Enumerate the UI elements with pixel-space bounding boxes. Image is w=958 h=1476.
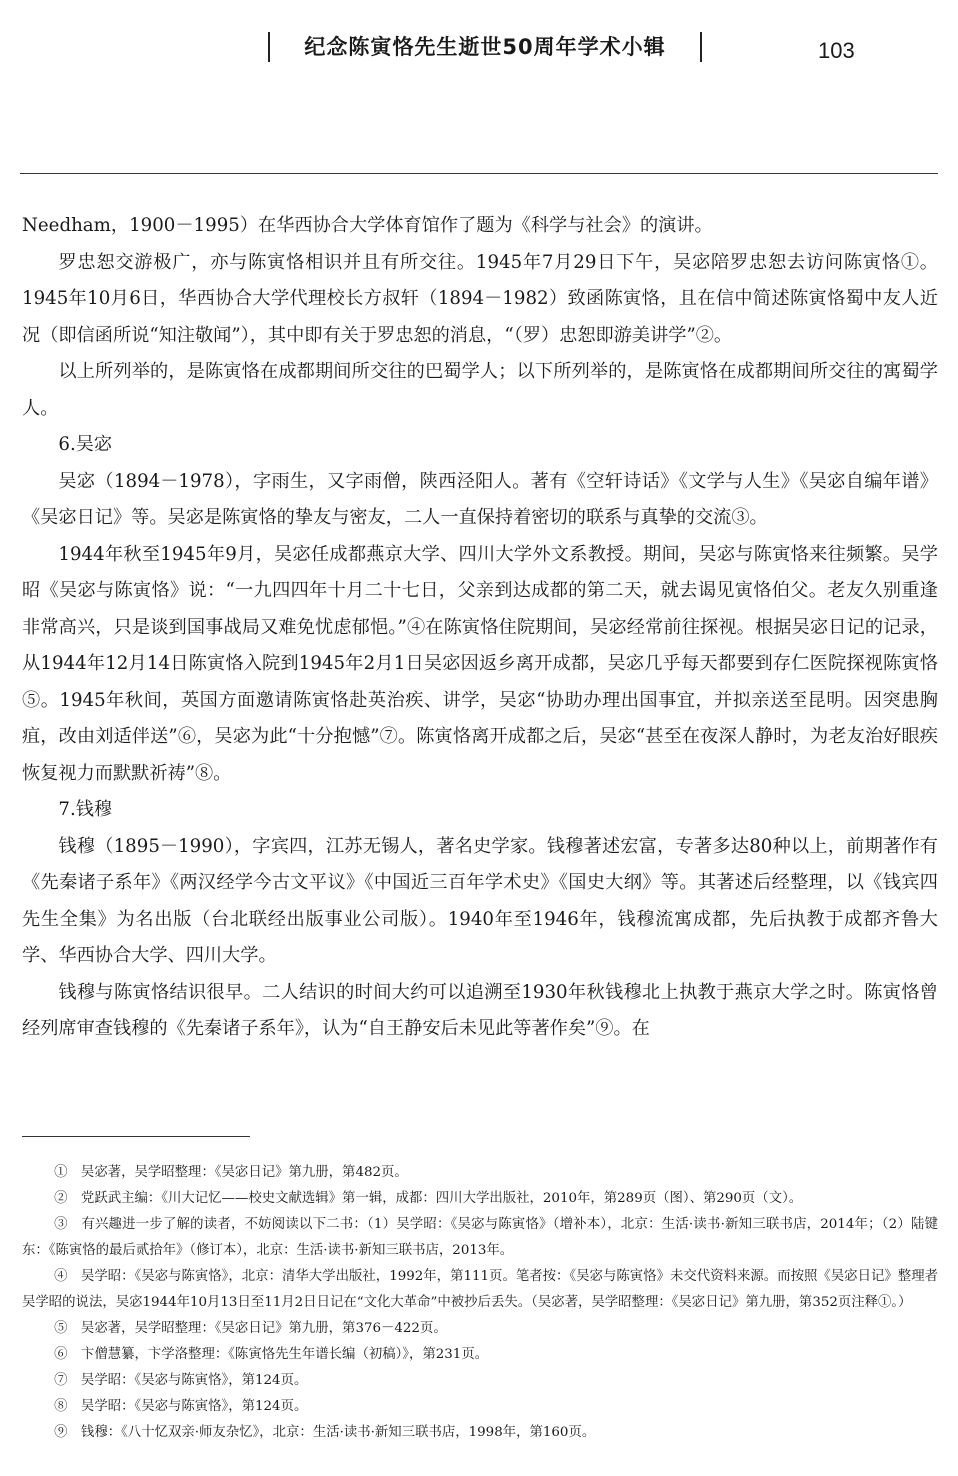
page-number: 103	[818, 38, 855, 63]
footnote: ⑥ 卞僧慧纂，卞学洛整理：《陈寅恪先生年谱长编（初稿）》，第231页。	[54, 1347, 489, 1362]
section-heading: 7.钱穆	[58, 799, 113, 820]
footnotes	[22, 1160, 938, 1446]
footnote-rule	[22, 1136, 250, 1137]
footnote: ⑨ 钱穆：《八十忆双亲·师友杂忆》，北京：生活·读书·新知三联书店，1998年，第160页。	[54, 1425, 596, 1440]
footnote: ① 吴宓著，吴学昭整理：《吴宓日记》第九册，第482页。	[54, 1165, 408, 1180]
paragraph: 罗忠恕交游极广，亦与陈寅恪相识并且有所交往。1945年7月29日下午，吴宓陪罗忠恕去访问陈寅恪①。1945年10月6日，华西协合大学代理校长方叔轩（1894－1982）致函陈寅恪，且在信中简述陈寅恪蜀中友人近况（即信函所说“知注敬闻”），其中即有关于罗忠恕的消息，“（罗）忠恕即游美讲学”②。	[22, 251, 938, 346]
paragraph: 吴宓（1894－1978），字雨生，又字雨僧，陕西泾阳人。著有《空轩诗话》《文学与人生》《吴宓自编年谱》《吴宓日记》等。吴宓是陈寅恪的挚友与密友，二人一直保持着密切的联系与真挚的交流③。	[22, 470, 938, 528]
main-text	[22, 208, 938, 1048]
header-rule	[20, 173, 938, 174]
footnote: ④ 吴学昭：《吴宓与陈寅恪》，北京：清华大学出版社，1992年，第111页。笔者按：《吴宓与陈寅恪》未交代资料来源。而按照《吴宓日记》整理者吴学昭的说法，吴宓1944年10月13日至11月2日日记在“文化大革命”中被抄后丢失。（吴宓著，吴学昭整理：《吴宓日记》第九册，第352页注释①。）	[22, 1269, 938, 1310]
paragraph: 以上所列举的，是陈寅恪在成都期间所交往的巴蜀学人；以下所列举的，是陈寅恪在成都期间所交往的寓蜀学人。	[22, 361, 938, 419]
section-heading: 6.吴宓	[58, 434, 113, 455]
footnote: ③ 有兴趣进一步了解的读者，不妨阅读以下二书：（1）吴学昭：《吴宓与陈寅恪》（增补本），北京：生活·读书·新知三联书店，2014年；（2）陆键东：《陈寅恪的最后贰拾年》（修订本），北京：生活·读书·新知三联书店，2013年。	[22, 1217, 938, 1258]
header-title: 纪念陈寅恪先生逝世50周年学术小辑	[268, 32, 702, 62]
footnote: ⑧ 吴学昭：《吴宓与陈寅恪》，第124页。	[54, 1399, 308, 1414]
paragraph: 钱穆（1895－1990），字宾四，江苏无锡人，著名史学家。钱穆著述宏富，专著多达80种以上，前期著作有《先秦诸子系年》《两汉经学今古文平议》《中国近三百年学术史》《国史大纲》等。其著述后经整理，以《钱宾四先生全集》为名出版（台北联经出版事业公司版）。1940年至1946年，钱穆流寓成都，先后执教于成都齐鲁大学、华西协合大学、四川大学。	[22, 835, 938, 966]
paragraph: 钱穆与陈寅恪结识很早。二人结识的时间大约可以追溯至1930年秋钱穆北上执教于燕京大学之时。陈寅恪曾经列席审查钱穆的《先秦诸子系年》，认为“自王静安后未见此等著作矣”⑨。在	[22, 981, 938, 1039]
footnote: ⑦ 吴学昭：《吴宓与陈寅恪》，第124页。	[54, 1373, 308, 1388]
footnote: ② 党跃武主编：《川大记忆——校史文献选辑》第一辑，成都：四川大学出版社，2010年，第289页（图）、第290页（文）。	[54, 1191, 803, 1206]
running-header	[0, 0, 958, 70]
paragraph: Needham，1900－1995）在华西协合大学体育馆作了题为《科学与社会》的演讲。	[22, 215, 713, 236]
paragraph: 1944年秋至1945年9月，吴宓任成都燕京大学、四川大学外文系教授。期间，吴宓与陈寅恪来往频繁。吴学昭《吴宓与陈寅恪》说：“一九四四年十月二十七日，父亲到达成都的第二天，就去谒见寅恪伯父。老友久别重逢非常高兴，只是谈到国事战局又难免忧虑郁悒。”④在陈寅恪住院期间，吴宓经常前往探视。根据吴宓日记的记录，从1944年12月14日陈寅恪入院到1945年2月1日吴宓因返乡离开成都，吴宓几乎每天都要到存仁医院探视陈寅恪⑤。1945年秋间，英国方面邀请陈寅恪赴英治疾、讲学，吴宓“协助办理出国事宜，并拟亲送至昆明。因突患胸疽，改由刘适伴送”⑥，吴宓为此“十分抱憾”⑦。陈寅恪离开成都之后，吴宓“甚至在夜深人静时，为老友治好眼疾恢复视力而默默祈祷”⑧。	[22, 543, 938, 784]
footnote: ⑤ 吴宓著，吴学昭整理：《吴宓日记》第九册，第376－422页。	[54, 1321, 447, 1336]
